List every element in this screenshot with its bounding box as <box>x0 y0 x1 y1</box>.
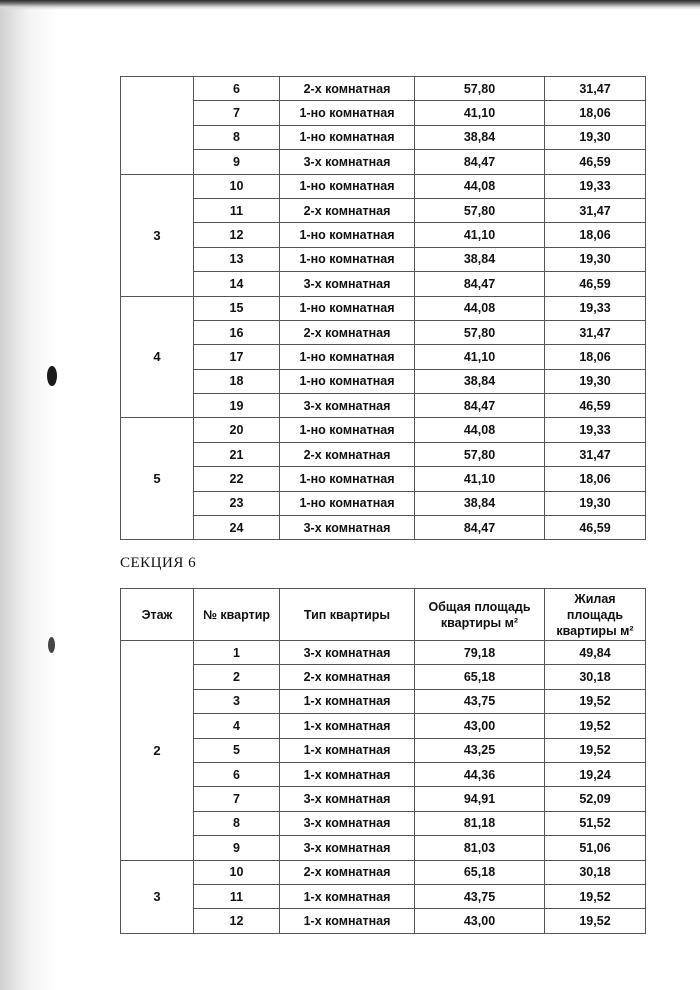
section-6-apartments-table <box>120 588 646 934</box>
total-area-cell: 38,84 <box>415 125 545 149</box>
apartment-type-cell: 3-х комнатная <box>280 811 415 835</box>
floor-cell <box>121 77 194 175</box>
table-row <box>121 762 646 786</box>
table-row <box>121 320 646 344</box>
total-area-cell: 57,80 <box>415 198 545 222</box>
living-area-cell: 18,06 <box>545 467 646 491</box>
table-row <box>121 77 646 101</box>
apartment-type-cell: 3-х комнатная <box>280 641 415 665</box>
total-area-cell: 57,80 <box>415 442 545 466</box>
floor-cell: 3 <box>121 174 194 296</box>
total-area-cell: 81,03 <box>415 836 545 860</box>
apartment-type-cell: 1-но комнатная <box>280 174 415 198</box>
table-row <box>121 345 646 369</box>
table-row <box>121 223 646 247</box>
living-area-cell: 52,09 <box>545 787 646 811</box>
table-row <box>121 738 646 762</box>
table-row <box>121 125 646 149</box>
apartment-type-cell: 2-х комнатная <box>280 320 415 344</box>
scan-top-edge <box>0 0 700 10</box>
floor-cell: 5 <box>121 418 194 540</box>
header-apartment-type: Тип квартиры <box>280 589 415 641</box>
table-row <box>121 689 646 713</box>
table-row <box>121 516 646 540</box>
table-row <box>121 641 646 665</box>
living-area-cell: 31,47 <box>545 442 646 466</box>
living-area-cell: 19,52 <box>545 689 646 713</box>
apartment-number-cell: 8 <box>194 125 280 149</box>
living-area-cell: 46,59 <box>545 516 646 540</box>
apartment-type-cell: 1-но комнатная <box>280 223 415 247</box>
total-area-cell: 41,10 <box>415 467 545 491</box>
living-area-cell: 19,30 <box>545 491 646 515</box>
apartment-type-cell: 1-но комнатная <box>280 296 415 320</box>
table-row <box>121 101 646 125</box>
apartment-type-cell: 2-х комнатная <box>280 442 415 466</box>
apartment-number-cell: 10 <box>194 174 280 198</box>
living-area-cell: 19,30 <box>545 247 646 271</box>
apartment-number-cell: 17 <box>194 345 280 369</box>
living-area-cell: 19,33 <box>545 296 646 320</box>
apartment-type-cell: 3-х комнатная <box>280 272 415 296</box>
table-row <box>121 714 646 738</box>
apartment-type-cell: 1-х комнатная <box>280 689 415 713</box>
living-area-cell: 19,30 <box>545 125 646 149</box>
apartment-type-cell: 2-х комнатная <box>280 665 415 689</box>
total-area-cell: 84,47 <box>415 516 545 540</box>
apartment-type-cell: 1-но комнатная <box>280 491 415 515</box>
apartment-number-cell: 6 <box>194 762 280 786</box>
apartment-type-cell: 1-х комнатная <box>280 762 415 786</box>
living-area-cell: 30,18 <box>545 665 646 689</box>
living-area-cell: 19,52 <box>545 884 646 908</box>
floor-cell: 4 <box>121 296 194 418</box>
header-floor: Этаж <box>121 589 194 641</box>
living-area-cell: 46,59 <box>545 394 646 418</box>
table-header-row <box>121 589 646 641</box>
apartment-type-cell: 3-х комнатная <box>280 836 415 860</box>
total-area-cell: 43,00 <box>415 714 545 738</box>
living-area-cell: 30,18 <box>545 860 646 884</box>
living-area-cell: 51,06 <box>545 836 646 860</box>
total-area-cell: 41,10 <box>415 223 545 247</box>
apartment-type-cell: 3-х комнатная <box>280 394 415 418</box>
table-row <box>121 174 646 198</box>
table-row <box>121 836 646 860</box>
table-row <box>121 369 646 393</box>
living-area-cell: 46,59 <box>545 150 646 174</box>
living-area-cell: 46,59 <box>545 272 646 296</box>
apartment-number-cell: 11 <box>194 884 280 908</box>
apartment-number-cell: 7 <box>194 787 280 811</box>
table-row <box>121 150 646 174</box>
table-row <box>121 247 646 271</box>
header-apartment-number: № квартир <box>194 589 280 641</box>
living-area-cell: 19,52 <box>545 738 646 762</box>
total-area-cell: 38,84 <box>415 491 545 515</box>
section-title: СЕКЦИЯ 6 <box>120 555 197 571</box>
apartment-number-cell: 15 <box>194 296 280 320</box>
total-area-cell: 65,18 <box>415 860 545 884</box>
living-area-cell: 18,06 <box>545 345 646 369</box>
header-total-area: Общая площадь квартиры м² <box>415 589 545 641</box>
total-area-cell: 79,18 <box>415 641 545 665</box>
apartment-type-cell: 2-х комнатная <box>280 77 415 101</box>
punch-hole-mark <box>48 637 55 653</box>
apartment-number-cell: 16 <box>194 320 280 344</box>
table-row <box>121 665 646 689</box>
apartment-type-cell: 1-но комнатная <box>280 125 415 149</box>
apartment-number-cell: 4 <box>194 714 280 738</box>
total-area-cell: 65,18 <box>415 665 545 689</box>
floor-cell: 3 <box>121 860 194 933</box>
punch-hole-mark <box>47 366 57 386</box>
apartment-number-cell: 23 <box>194 491 280 515</box>
table-row <box>121 860 646 884</box>
apartment-number-cell: 13 <box>194 247 280 271</box>
apartment-type-cell: 3-х комнатная <box>280 787 415 811</box>
apartment-number-cell: 2 <box>194 665 280 689</box>
apartment-number-cell: 1 <box>194 641 280 665</box>
total-area-cell: 43,00 <box>415 909 545 933</box>
table-row <box>121 296 646 320</box>
total-area-cell: 38,84 <box>415 247 545 271</box>
apartment-number-cell: 18 <box>194 369 280 393</box>
table-row <box>121 491 646 515</box>
total-area-cell: 84,47 <box>415 272 545 296</box>
table-row <box>121 909 646 933</box>
apartment-type-cell: 1-но комнатная <box>280 101 415 125</box>
living-area-cell: 19,52 <box>545 714 646 738</box>
apartment-number-cell: 14 <box>194 272 280 296</box>
apartment-type-cell: 1-но комнатная <box>280 247 415 271</box>
apartment-type-cell: 1-х комнатная <box>280 884 415 908</box>
header-living-area: Жилая площадь квартиры м² <box>545 589 646 641</box>
apartment-type-cell: 2-х комнатная <box>280 198 415 222</box>
table-row <box>121 394 646 418</box>
apartment-type-cell: 1-х комнатная <box>280 909 415 933</box>
living-area-cell: 19,33 <box>545 174 646 198</box>
living-area-cell: 19,30 <box>545 369 646 393</box>
living-area-cell: 19,52 <box>545 909 646 933</box>
apartment-type-cell: 2-х комнатная <box>280 860 415 884</box>
living-area-cell: 31,47 <box>545 320 646 344</box>
apartment-number-cell: 21 <box>194 442 280 466</box>
apartment-number-cell: 12 <box>194 223 280 247</box>
living-area-cell: 18,06 <box>545 223 646 247</box>
total-area-cell: 44,08 <box>415 174 545 198</box>
apartment-number-cell: 9 <box>194 836 280 860</box>
apartment-number-cell: 6 <box>194 77 280 101</box>
apartment-type-cell: 3-х комнатная <box>280 516 415 540</box>
apartment-type-cell: 1-х комнатная <box>280 738 415 762</box>
total-area-cell: 44,36 <box>415 762 545 786</box>
table-row <box>121 442 646 466</box>
floor-cell: 2 <box>121 641 194 861</box>
apartment-number-cell: 12 <box>194 909 280 933</box>
apartment-type-cell: 1-но комнатная <box>280 418 415 442</box>
total-area-cell: 44,08 <box>415 296 545 320</box>
apartment-type-cell: 1-но комнатная <box>280 345 415 369</box>
apartment-number-cell: 10 <box>194 860 280 884</box>
apartment-number-cell: 5 <box>194 738 280 762</box>
apartment-number-cell: 22 <box>194 467 280 491</box>
living-area-cell: 31,47 <box>545 77 646 101</box>
apartment-number-cell: 11 <box>194 198 280 222</box>
total-area-cell: 81,18 <box>415 811 545 835</box>
total-area-cell: 57,80 <box>415 320 545 344</box>
apartment-number-cell: 20 <box>194 418 280 442</box>
total-area-cell: 94,91 <box>415 787 545 811</box>
living-area-cell: 18,06 <box>545 101 646 125</box>
apartment-number-cell: 19 <box>194 394 280 418</box>
total-area-cell: 43,75 <box>415 884 545 908</box>
table-row <box>121 198 646 222</box>
apartment-type-cell: 1-но комнатная <box>280 369 415 393</box>
apartment-number-cell: 9 <box>194 150 280 174</box>
apartment-number-cell: 8 <box>194 811 280 835</box>
total-area-cell: 57,80 <box>415 77 545 101</box>
living-area-cell: 51,52 <box>545 811 646 835</box>
apartment-type-cell: 3-х комнатная <box>280 150 415 174</box>
table-row <box>121 467 646 491</box>
table-row <box>121 272 646 296</box>
apartments-table-continued <box>120 76 646 540</box>
apartment-number-cell: 24 <box>194 516 280 540</box>
total-area-cell: 84,47 <box>415 394 545 418</box>
living-area-cell: 31,47 <box>545 198 646 222</box>
apartment-type-cell: 1-х комнатная <box>280 714 415 738</box>
total-area-cell: 43,75 <box>415 689 545 713</box>
scan-edge-shadow <box>0 0 58 990</box>
apartment-type-cell: 1-но комнатная <box>280 467 415 491</box>
table-row <box>121 787 646 811</box>
total-area-cell: 38,84 <box>415 369 545 393</box>
living-area-cell: 19,24 <box>545 762 646 786</box>
living-area-cell: 19,33 <box>545 418 646 442</box>
total-area-cell: 41,10 <box>415 101 545 125</box>
total-area-cell: 41,10 <box>415 345 545 369</box>
total-area-cell: 84,47 <box>415 150 545 174</box>
apartment-number-cell: 3 <box>194 689 280 713</box>
table-row <box>121 884 646 908</box>
apartment-number-cell: 7 <box>194 101 280 125</box>
table-row <box>121 811 646 835</box>
total-area-cell: 44,08 <box>415 418 545 442</box>
table-row <box>121 418 646 442</box>
living-area-cell: 49,84 <box>545 641 646 665</box>
total-area-cell: 43,25 <box>415 738 545 762</box>
